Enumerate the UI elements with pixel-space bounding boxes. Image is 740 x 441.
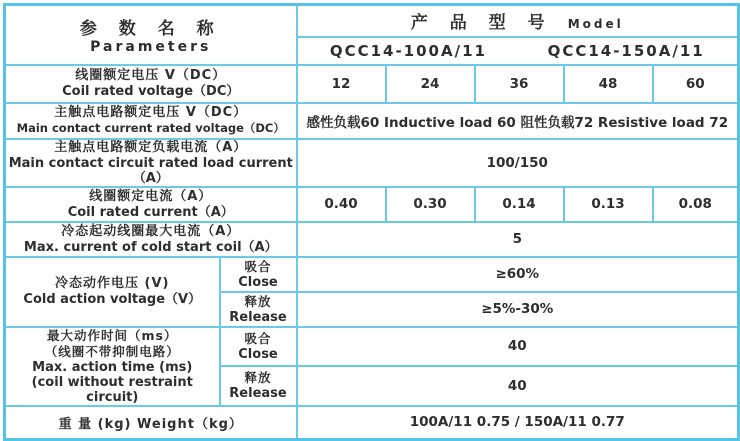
row-label: 冷态起动线圈最大电流（A） Max. current of cold start coil（A） (5, 222, 297, 257)
value-cell: 60 (653, 65, 739, 103)
model-en: Model (567, 17, 624, 32)
parameters-en: Parameters (90, 39, 212, 56)
sub-label-close: 吸合 Close (220, 257, 297, 292)
row-label: 线圈额定电流（A） Coil rated current（A） (5, 187, 297, 222)
value-cell: 0.14 (475, 187, 564, 222)
value-cell: 48 (564, 65, 653, 103)
model-name-1: QCC14-100A/11 (329, 41, 487, 60)
row-coil-rated-current (5, 187, 739, 222)
parameters-header-cell (5, 5, 297, 65)
row-main-contact-voltage (5, 103, 739, 139)
value-cell: 40 (297, 327, 739, 367)
row-label: 主触点电路额定电压 V（DC） Main contact current rated voltage（DC） (5, 103, 297, 139)
value-cell: 40 (297, 366, 739, 406)
model-zh: 产 品 型 号 (410, 13, 553, 34)
value-cell: ≥60% (297, 257, 739, 292)
value-cell: 0.30 (386, 187, 475, 222)
sub-label-release: 释放 Release (220, 292, 297, 327)
value-cell: 24 (386, 65, 475, 103)
row-label: 最大动作时间（ms） （线圈不带抑制电路） Max. action time (ms) (coil without restraint circuit) (5, 327, 220, 406)
row-cold-action-voltage-close (5, 257, 739, 292)
model-name-2: QCC14-150A/11 (547, 41, 705, 60)
spec-table (3, 3, 740, 441)
row-label: 重 量 (kg) Weight（kg） (5, 406, 297, 440)
value-cell: 0.40 (297, 187, 386, 222)
row-coil-rated-voltage (5, 65, 739, 103)
value-cell: 36 (475, 65, 564, 103)
model-header-cell (297, 5, 739, 37)
row-rated-load-current (5, 139, 739, 187)
row-max-action-time-close (5, 327, 739, 367)
model-names-cell (297, 37, 739, 65)
value-cell: 100A/11 0.75 / 150A/11 0.77 (297, 406, 739, 440)
sub-label-close: 吸合 Close (220, 327, 297, 367)
row-label: 主触点电路额定负载电流（A） Main contact circuit rated load current（A） (5, 139, 297, 187)
sub-label-release: 释放 Release (220, 366, 297, 406)
row-label: 冷态动作电压 (V) Cold action voltage（V） (5, 257, 220, 327)
value-cell: 感性负载60 Inductive load 60 阻性负载72 Resistive load 72 (297, 103, 739, 139)
value-cell: 0.13 (564, 187, 653, 222)
row-cold-start-max-current (5, 222, 739, 257)
value-cell: 12 (297, 65, 386, 103)
value-cell: ≥5%-30% (297, 292, 739, 327)
row-weight (5, 406, 739, 440)
value-cell: 100/150 (297, 139, 739, 187)
header-row-1 (5, 5, 739, 37)
value-cell: 5 (297, 222, 739, 257)
parameters-zh: 参 数 名 称 (79, 19, 222, 40)
row-label: 线圈额定电压 V（DC） Coil rated voltage（DC） (5, 65, 297, 103)
value-cell: 0.08 (653, 187, 739, 222)
